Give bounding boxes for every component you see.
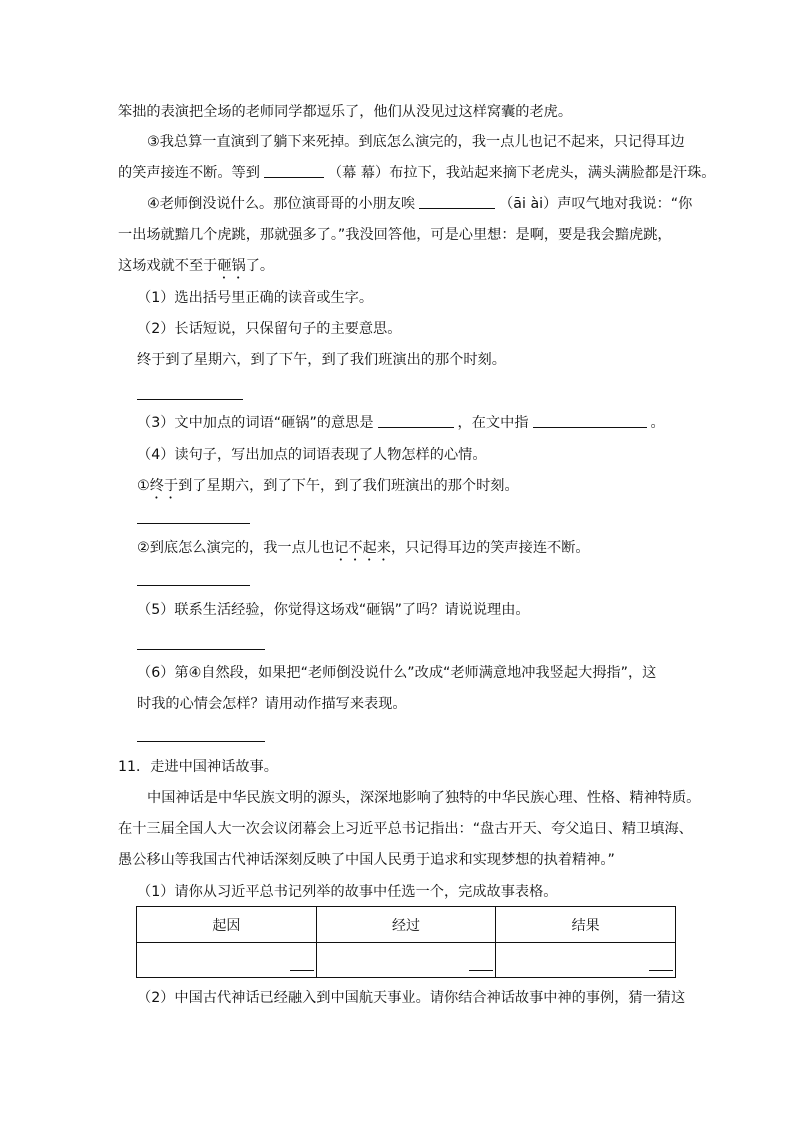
question-2: （2）长话短说，只保留句子的主要意思。 — [137, 321, 402, 337]
question-4-sentence-2 — [137, 538, 590, 564]
table-header-row — [137, 907, 676, 943]
story-table — [136, 906, 676, 978]
passage-line: 一出场就黯几个虎跳，那就强多了。”我没回答他，可是心里想：是啊，要是我会黯虎跳， — [118, 227, 672, 243]
question-6: （6）第④自然段，如果把“老师倒没说什么”改成“老师满意地冲我竖起大拇指”，这 — [137, 665, 657, 681]
q11-subquestion-1: （1）请你从习近平总书记列举的故事中任选一个，完成故事表格。 — [137, 884, 558, 900]
answer-blank[interactable] — [264, 163, 324, 178]
question-6-cont: 时我的心情会怎样？请用动作描写来表现。 — [137, 696, 407, 712]
question-1: （1）选出括号里正确的读音或生字。 — [137, 290, 374, 306]
sentence-text: ① — [137, 478, 150, 494]
answer-line[interactable] — [137, 523, 250, 524]
passage-text: ④老师倒没说什么。那位演哥哥的小朋友唉 — [147, 196, 416, 212]
passage-line: ③我总算一直演到了躺下来死掉。到底怎么演完的，我一点儿也记不起来，只记得耳边 — [147, 134, 685, 150]
question-11-title: 11．走进中国神话故事。 — [118, 759, 278, 775]
answer-blank[interactable] — [419, 194, 495, 209]
answer-line — [649, 970, 673, 971]
question-4: （4）读句子，写出加点的词语表现了人物怎样的心情。 — [137, 447, 487, 463]
question-2-sentence: 终于到了星期六，到了下午，到了我们班演出的那个时刻。 — [137, 352, 506, 368]
q11-subquestion-2: （2）中国古代神话已经融入到中国航天事业。请你结合神话故事中神的事例，猜一猜这 — [137, 990, 686, 1006]
header-process: 经过 — [316, 907, 496, 943]
answer-cell-process[interactable] — [316, 943, 496, 978]
dotted-word: 砸锅 — [217, 258, 246, 274]
header-cause: 起因 — [137, 907, 317, 943]
sentence-text: ，只记得耳边的笑声接连不断。 — [390, 540, 590, 556]
q11-intro-line: 中国神话是中华民族文明的源头，深深地影响了独特的中华民族心理、性格、精神特质。 — [147, 790, 701, 806]
answer-cell-cause[interactable] — [137, 943, 317, 978]
table-answer-row — [137, 943, 676, 978]
question-text: （3）文中加点的词语“砸锅”的意思是 — [137, 415, 374, 431]
passage-text: （幕 幕）布拉下，我站起来摘下老虎头，满头满脸都是汗珠。 — [327, 165, 716, 181]
passage-line — [147, 194, 692, 214]
answer-line — [290, 970, 314, 971]
answer-blank[interactable] — [533, 413, 647, 428]
dotted-word: 记不起来 — [334, 540, 391, 556]
sentence-text: 到了星期六，到了下午，到了我们班演出的那个时刻。 — [178, 478, 519, 494]
answer-cell-result[interactable] — [496, 943, 676, 978]
answer-blank[interactable] — [378, 413, 454, 428]
question-3 — [137, 413, 665, 433]
answer-line[interactable] — [137, 741, 265, 742]
question-text: ，在文中指 — [457, 415, 529, 431]
answer-line[interactable] — [137, 585, 250, 586]
header-result: 结果 — [496, 907, 676, 943]
passage-text: 了。 — [245, 258, 275, 274]
passage-text: 的笑声接连不断。等到 — [118, 165, 260, 181]
passage-line — [118, 256, 274, 282]
answer-line — [469, 970, 493, 971]
answer-line[interactable] — [137, 399, 243, 400]
question-5: （5）联系生活经验，你觉得这场戏“砸锅”了吗？请说说理由。 — [137, 602, 530, 618]
passage-line: 笨拙的表演把全场的老师同学都逗乐了，他们从没见过这样窝囊的老虎。 — [118, 104, 573, 120]
answer-line[interactable] — [137, 649, 265, 650]
question-4-sentence-1 — [137, 476, 519, 502]
dotted-word: 终于 — [149, 478, 179, 494]
passage-text: 这场戏就不至于 — [118, 258, 218, 274]
question-text: 。 — [650, 415, 665, 431]
q11-intro-line: 在十三届全国人大一次会议闭幕会上习近平总书记指出：“盘古开天、夸父追日、精卫填海、 — [118, 821, 693, 837]
passage-text: （āi ài）声叹气地对我说：“你 — [499, 196, 693, 212]
sentence-text: ②到底怎么演完的，我一点儿也 — [137, 540, 335, 556]
passage-line — [118, 163, 715, 183]
q11-intro-line: 愚公移山等我国古代神话深刻反映了中国人民勇于追求和实现梦想的执着精神。” — [118, 852, 615, 868]
